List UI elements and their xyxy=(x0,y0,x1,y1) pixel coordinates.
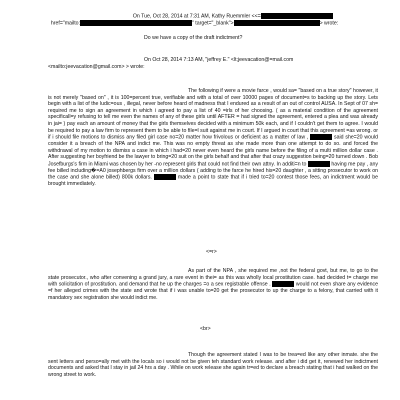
para1b-text: said she=20 would consider it a breach of the NPA and indict me. This was no empty threat as she made more than one attempt to do so. and forced the withdrawal of my motion to dismiss a case in which i had=20 never even heard the girls name before the filing of a multi million dollar case . After suggesting her boyfriend be the lawyer to bring=20 suit on the girls behalf and that after that crazy suggestion being=20 turned down . Bob Josefburgs's firm in Miami was chosen by her -no represent girls that could not find their own attny. In additi=n to xyxy=(48,134,378,168)
body-paragraph-2 xyxy=(48,268,378,301)
header1-href-pre: href="mailto: xyxy=(50,19,80,26)
redaction-box xyxy=(234,20,320,26)
para1-text: The following if were a movie farce , would sa= "based on a true story" however, it is not merely "based on" , it is 100=percent true, verifiable and with a total of over 10000 pages of document=s to backing up the story. Lets begin with a list of the ludic=ous , illegal, never before heard of madness that I endured as a result of an out of control AUSA. In Sept of 07 sh= required me to sign an agreement in which i agreed to pay a list of 40 =irls of her choosing. ( as a material condition of the agreement specificall=y refusing to tell me even the names of any of these girls until AFTER = had signed the agreement, entered a plea and was already in jai= ) pay each an amount of money that the girls themselves decided with a minimum 50k each, and if I couldn't get them to agree. I would be required to pay a law firm to represent them to be able to file=l suit against me in court. If I argued in court that this agreement =as wrong. or if i should file motions to dismiss any filed girl case no=20 matter how frivolous or deficient as a matter of law , xyxy=(48,88,378,141)
para2b-text: would not even share any evidence =f her alleged crimes with the state and wrote that if i was unable to=20 get the prosecutor to up the charge to a felony, that carried with it mandatory sex registration she would indict me. xyxy=(48,281,378,301)
para2-text: As part of the NPA , she required me ,not the federal govt, but me, to go to the state prosecutor., who after convening a grand jury, a rare event in thei= as this was wholly local prostitution case. had decided t= charge me with solicitation of prostitution. and demand that he up the charges =o a sex registrable offense . xyxy=(48,268,378,288)
redaction-box xyxy=(80,20,192,26)
email-header-1-cont xyxy=(48,13,338,27)
para1d-text: made a point to state that if i tried to=20 contest those fees, an indictment would be brought immediately. xyxy=(48,174,378,188)
redaction-box xyxy=(310,134,332,140)
tag-br-1: <=r> xyxy=(206,249,217,255)
body-paragraph-1 xyxy=(48,88,378,188)
header1-href-post: " target="_blank"> xyxy=(191,19,234,26)
para3-text: Though the agreement stated I was to be trea=ed like any other inmate. she the sent letters and perso=ally met with the locals so i would not be given teh standard work release. and after i did get it, renewed her indictment documents and asked that I stay in jail 24 hrs a day . While on work release she again tr=ed to declare a breach stating that i had walked on the wrong street to work. xyxy=(48,352,378,378)
email-header-2-line2: <mailto:jeevacation@gmail.com> > wrote: xyxy=(48,64,145,70)
para1c-text: having me pay , any fee billed including�=A0 josephbergs firm over a million dollars ( adding to the farce he hired his=20 daughter , a sitting prosecutor to work on the case and she alone billed) 800k dollars. xyxy=(48,161,378,181)
email-header-2-line1: On Oct 28, 2014 7:13 AM, "jeffrey E." <lt;jeevacation@=mail.com xyxy=(144,57,294,63)
body-paragraph-3 xyxy=(48,352,378,378)
header1-prefix: On Tue, Oct 28, 2014 at 7:31 AM, Kathy Ruemmler <<= xyxy=(132,12,261,19)
email-question: Do we have a copy of the draft indictment? xyxy=(144,35,243,41)
tag-br-2: <br> xyxy=(200,326,211,332)
redaction-box xyxy=(272,281,294,287)
header1-wrote: > wrote: xyxy=(319,19,339,26)
redaction-box xyxy=(154,174,176,180)
redaction-box xyxy=(308,161,330,167)
